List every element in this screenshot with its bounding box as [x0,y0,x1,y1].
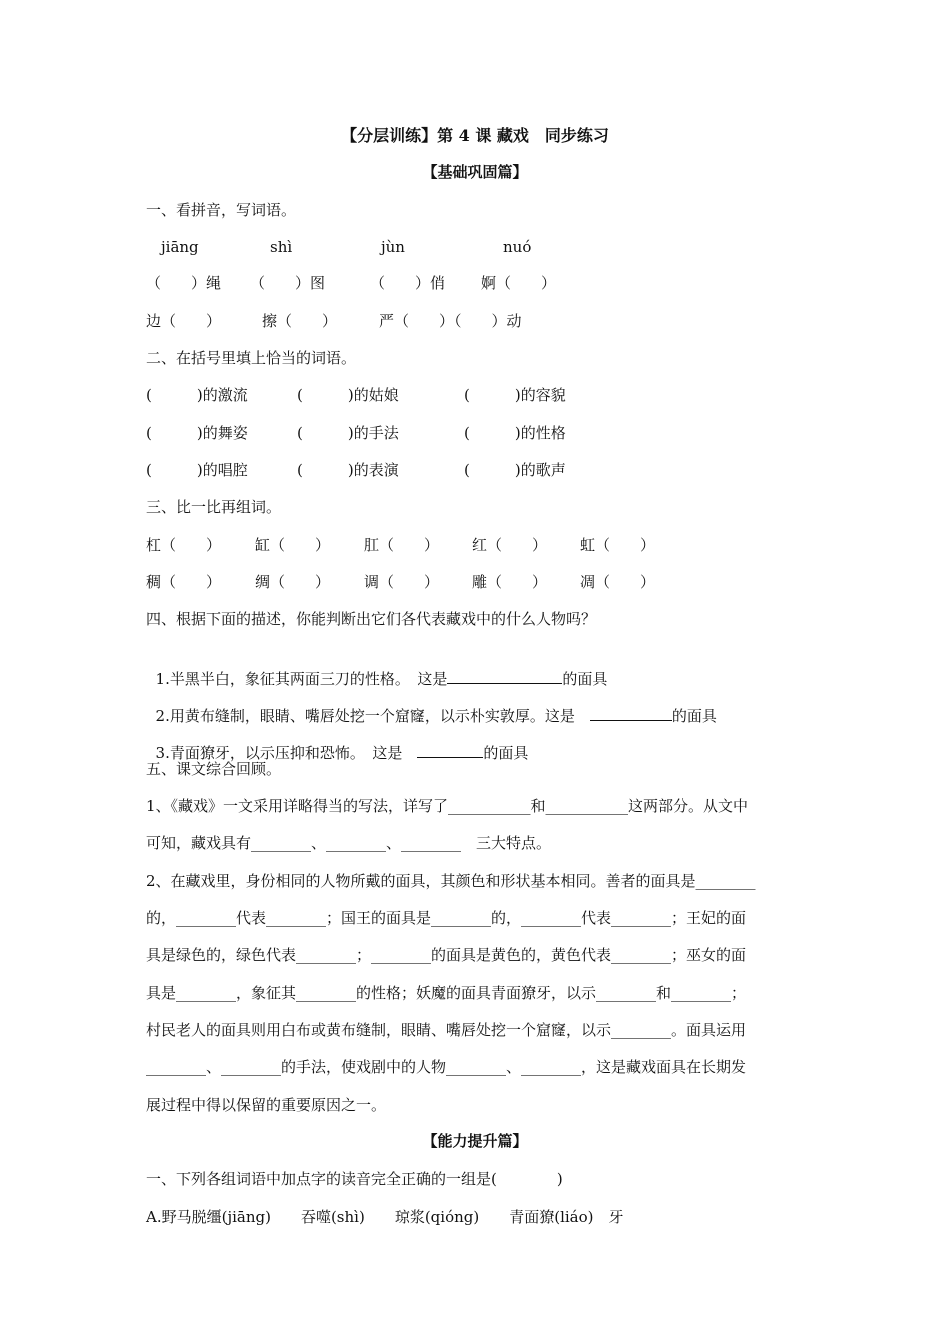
q4-item-2-text: 2.用黄布缝制，眼睛、嘴唇处挖一个窟窿，以示朴实敦厚。这是 [155,707,590,725]
q2-r3-c1: ( )的唱腔 [146,461,248,479]
q4-heading: 四、根据下面的描述，你能判断出它们各代表藏戏中的什么人物吗？ [146,610,597,628]
q1-row1-item1: （ ）绳 [146,274,222,292]
q1-row2-item1: 边（ ） [146,312,222,330]
section-basic-heading: 【基础巩固篇】 [422,163,528,181]
q1-row2-item3: 严（ ）（ ）动 [379,312,522,330]
q4-item-2-blank[interactable] [590,704,672,721]
q4-item-1-suffix: 的面具 [562,670,608,688]
adv-q1-heading: 一、下列各组词语中加点字的读音完全正确的一组是( ) [146,1170,563,1188]
adv-q1-option-a: A.野马脱缰(jiāng) 吞噬(shì) 琼浆(qióng) 青面獠(liáo) 牙 [146,1208,624,1226]
q3-r1-c1: 杠（ ） [146,536,222,554]
q5-heading: 五、课文综合回顾。 [146,760,282,778]
q2-r1-c3: ( )的容貌 [464,386,566,404]
q4-item-3 [146,721,528,763]
q2-r2-c1: ( )的舞姿 [146,424,248,442]
q1-row1-item2: （ ）图 [250,274,326,292]
q4-item-1-text: 1.半黑半白，象征其两面三刀的性格。 这是 [155,670,448,688]
q3-r2-c3: 调（ ） [364,573,440,591]
q2-r1-c1: ( )的激流 [146,386,248,404]
q4-item-2-suffix: 的面具 [671,707,717,725]
q1-pinyin-3: jùn [381,238,405,256]
q2-r3-c2: ( )的表演 [297,461,399,479]
q4-item-1 [146,647,607,689]
q3-r1-c4: 红（ ） [472,536,548,554]
q3-r2-c2: 绸（ ） [255,573,331,591]
q5-line-5: 具是绿色的，绿色代表________；________的面具是黄色的，黄色代表________；巫女的面 [146,946,747,964]
q4-item-2 [146,684,717,726]
page-title: 【分层训练】第 4 课 藏戏 同步练习 [341,126,609,145]
q3-heading: 三、比一比再组词。 [146,498,282,516]
q1-heading: 一、看拼音，写词语。 [146,201,297,219]
q3-r1-c2: 缸（ ） [255,536,331,554]
q5-line-6: 具是________，象征其________的性格；妖魔的面具青面獠牙，以示________和________； [146,984,747,1002]
q2-r2-c2: ( )的手法 [297,424,399,442]
q3-r1-c5: 虹（ ） [580,536,656,554]
q1-pinyin-2: shì [270,238,293,256]
q5-line-2: 可知，藏戏具有________、________、________ 三大特点。 [146,834,552,852]
q5-line-8: ________、________的手法，使戏剧中的人物________、________，这是藏戏面具在长期发 [146,1058,747,1076]
q3-r2-c4: 雕（ ） [472,573,548,591]
q1-row2-item2: 擦（ ） [262,312,338,330]
q5-line-7: 村民老人的面具则用白布或黄布缝制，眼睛、嘴唇处挖一个窟窿，以示________。面具运用 [146,1021,747,1039]
q1-pinyin-1: jiāng [161,238,199,256]
q4-item-3-blank[interactable] [417,741,483,758]
q3-r2-c5: 凋（ ） [580,573,656,591]
q1-pinyin-4: nuó [503,238,532,256]
q1-row1-item3: （ ）俏 [370,274,446,292]
q4-item-1-blank[interactable] [447,667,562,684]
q5-line-4: 的，________代表________；国王的面具是________的，________代表________；王妃的面 [146,909,747,927]
q2-heading: 二、在括号里填上恰当的词语。 [146,349,357,367]
q5-line-1: 1、《藏戏》一文采用详略得当的写法，详写了___________和___________这两部分。从文中 [146,797,749,815]
q3-r2-c1: 稠（ ） [146,573,222,591]
q4-item-3-suffix: 的面具 [483,744,529,762]
section-advanced-heading: 【能力提升篇】 [422,1132,528,1150]
q4-item-3-text: 3.青面獠牙，以示压抑和恐怖。 这是 [155,744,418,762]
q2-r1-c2: ( )的姑娘 [297,386,399,404]
q1-row1-item4: 婀（ ） [481,274,557,292]
q5-line-9: 展过程中得以保留的重要原因之一。 [146,1096,387,1114]
q2-r2-c3: ( )的性格 [464,424,566,442]
q2-r3-c3: ( )的歌声 [464,461,566,479]
q3-r1-c3: 肛（ ） [364,536,440,554]
q5-line-3: 2、在藏戏里，身份相同的人物所戴的面具，其颜色和形状基本相同。善者的面具是________ [146,872,756,890]
